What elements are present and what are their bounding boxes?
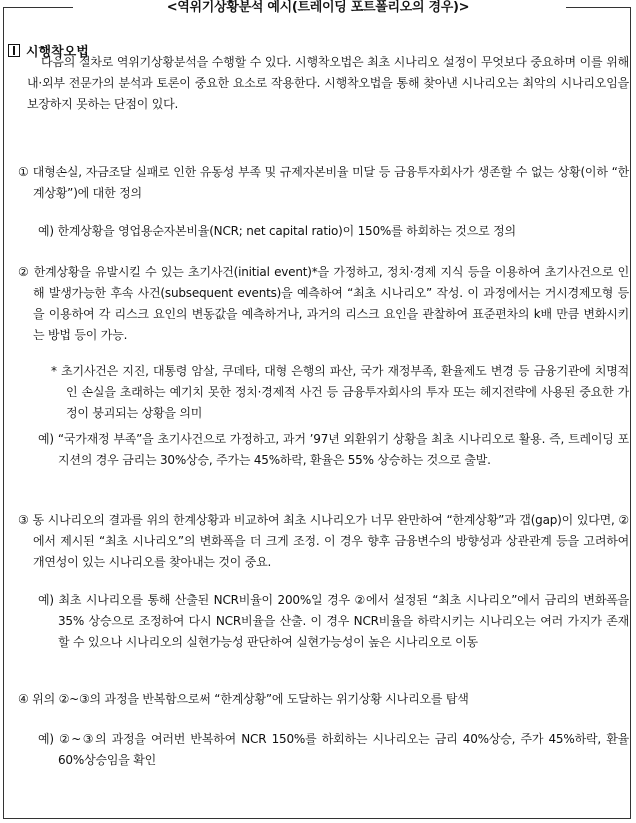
step-4: ④ 위의 ②~③의 과정을 반복함으로써 “한계상황”에 도달하는 위기상황 시나리오를 탐색	[18, 692, 469, 706]
intro-paragraph: 다음의 절차로 역위기상황분석을 수행할 수 있다. 시행착오법은 최초 시나리오 설정이 무엇보다 중요하며 이를 위해 내·외부 전문가의 분석과 토론이 중요한 요소로 작용한다. 시행착오법을 통해 찾아낸 시나리오는 최악의 시나리오임을 보장하지 못하는 단점이 있다.	[27, 55, 629, 111]
heading-box-icon	[8, 44, 20, 57]
step-4-example: 예) ②~③의 과정을 여러번 반복하여 NCR 150%를 하회하는 시나리오는 금리 40%상승, 주가 45%하락, 환율 60%상승임을 확인	[38, 732, 629, 767]
step-1: ① 대형손실, 자금조달 실패로 인한 유동성 부족 및 규제자본비율 미달 등 금융투자회사가 생존할 수 없는 상황(이하 “한계상황”)에 대한 정의	[18, 165, 629, 200]
step-1-example: 예) 한계상황을 영업용순자본비율(NCR; net capital ratio)이 150%를 하회하는 것으로 정의	[38, 224, 516, 238]
step-2-example: 예) “국가재정 부족”을 초기사건으로 가정하고, 과거 ’97년 외환위기 상황을 최초 시나리오로 활용. 즉, 트레이딩 포지션의 경우 금리는 30%상승, 주가는 45%하락, 환율은 55% 상승하는 것으로 출발.	[38, 432, 629, 467]
step-2: ② 한계상황을 유발시킬 수 있는 초기사건(initial event)*을 가정하고, 정치·경제 지식 등을 이용하여 초기사건으로 인해 발생가능한 후속 사건(subsequent events)을 예측하여 “최초 시나리오” 작성. 이 과정에서는 거시경제모형 등을 이용하여 각 리스크 요인의 변동값을 예측하거나, 과거의 리스크 요인을 관찰하여 표준편차의 k배 만큼 변화시키는 방법 등이 가능.	[18, 265, 629, 342]
step-3: ③ 동 시나리오의 결과를 위의 한계상황과 비교하여 최초 시나리오가 너무 완만하여 “한계상황”과 갭(gap)이 있다면, ②에서 제시된 “최초 시나리오”의 변화폭을 더 크게 조정. 이 경우 향후 금융변수의 방향성과 상관관계 등을 고려하여 개연성이 있는 시나리오를 찾아내는 것이 중요.	[18, 513, 629, 569]
document-title: <역위기상황분석 예시(트레이딩 포트폴리오의 경우)>	[166, 0, 470, 15]
step-3-example: 예) 최초 시나리오를 통해 산출된 NCR비율이 200%일 경우 ②에서 설정된 “최초 시나리오”에서 금리의 변화폭을 35% 상승으로 조정하여 다시 NCR비율을 산출. 이 경우 NCR비율을 하락시키는 시나리오는 여러 가지가 존재할 수 있으나 시나리오의 실현가능성 판단하여 실현가능성이 높은 시나리오로 이동	[38, 593, 629, 649]
section-heading-label: 시행착오법	[26, 45, 89, 60]
step-2-note: * 초기사건은 지진, 대통령 암살, 쿠데타, 대형 은행의 파산, 국가 재정부족, 환율제도 변경 등 금융기관에 치명적인 손실을 초래하는 예기치 못한 정치·경제적 사건 등 금융투자회사의 투자 또는 헤지전략에 사용된 중요한 가정이 붕괴되는 상황을 의미	[51, 364, 630, 420]
